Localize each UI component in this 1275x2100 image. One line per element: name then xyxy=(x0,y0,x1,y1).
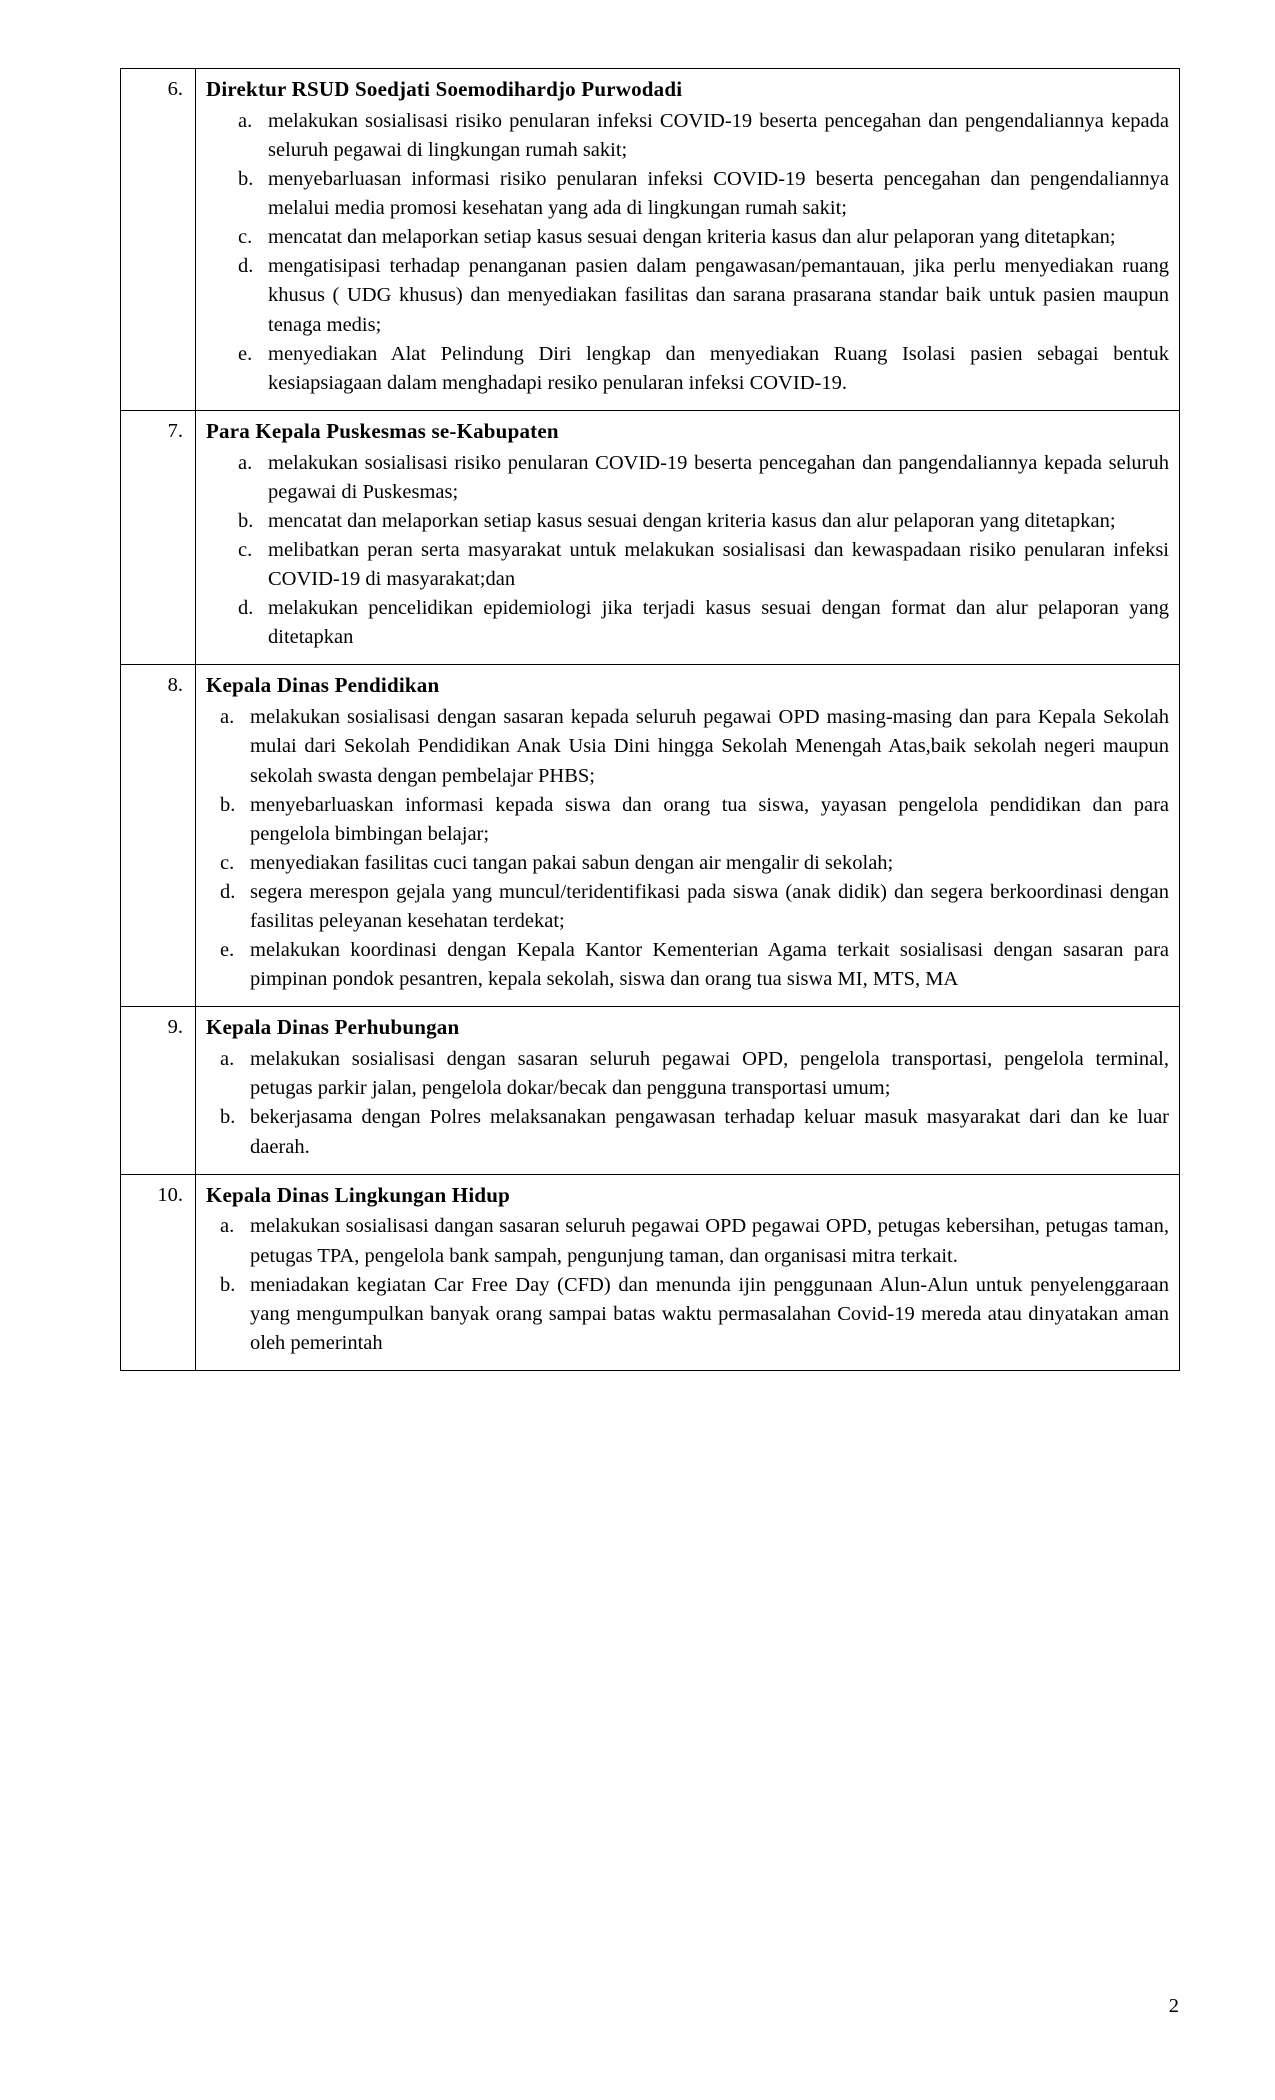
list-item-text: mencatat dan melaporkan setiap kasus sesuai dengan kriteria kasus dan alur pelaporan yang ditetapkan; xyxy=(268,226,1116,249)
section-title: Kepala Dinas Lingkungan Hidup xyxy=(206,1182,511,1207)
table-row xyxy=(121,1007,1180,1174)
list-item xyxy=(206,791,1169,849)
table-row xyxy=(121,665,1180,1007)
list-item-text: segera merespon gejala yang muncul/teridentifikasi pada siswa (anak didik) dan segera berkoordinasi dengan fasilitas peleyanan kesehatan terdekat; xyxy=(250,880,1169,933)
list-item-text: melakukan sosialisasi dengan sasaran kepada seluruh pegawai OPD masing-masing dan para Kepala Sekolah mulai dari Sekolah Pendidikan Anak Usia Dini hingga Sekolah Menengah Atas,baik sekolah negeri maupun sekolah swasta dengan pembelajar PHBS; xyxy=(250,706,1169,787)
sub-item-list xyxy=(206,107,1169,398)
row-content xyxy=(196,69,1180,411)
list-item xyxy=(206,340,1169,398)
list-item-text: melakukan koordinasi dengan Kepala Kantor Kementerian Agama terkait sosialisasi dengan sasaran para pimpinan pondok pesantren, kepala sekolah, siswa dan orang tua siswa MI, MTS, MA xyxy=(250,939,1169,991)
list-item xyxy=(206,594,1169,652)
list-item-marker: a. xyxy=(220,1048,235,1071)
list-item-text: bekerjasama dengan Polres melaksanakan pengawasan terhadap keluar masuk masyarakat dari dan ke luar daerah. xyxy=(250,1106,1169,1158)
row-number: 6. xyxy=(121,69,196,411)
row-number: 7. xyxy=(121,410,196,665)
sub-item-list xyxy=(206,703,1169,994)
list-item-marker: b. xyxy=(238,168,254,191)
list-item xyxy=(206,703,1169,790)
list-item xyxy=(206,507,1169,536)
list-item-marker: d. xyxy=(238,255,254,278)
responsibilities-table xyxy=(120,68,1180,1371)
list-item-text: melibatkan peran serta masyarakat untuk melakukan sosialisasi dan kewaspadaan risiko penularan infeksi COVID-19 di masyarakat;dan xyxy=(268,539,1169,591)
list-item-marker: c. xyxy=(220,851,235,874)
list-item-marker: e. xyxy=(220,939,235,962)
list-item-marker: d. xyxy=(220,880,236,903)
list-item-marker: b. xyxy=(238,509,254,532)
list-item xyxy=(206,223,1169,252)
list-item xyxy=(206,1103,1169,1161)
row-number: 8. xyxy=(121,665,196,1007)
list-item-marker: a. xyxy=(238,109,253,132)
list-item-marker: e. xyxy=(238,342,253,365)
list-item-marker: a. xyxy=(220,1215,235,1238)
list-item xyxy=(206,936,1169,994)
list-item-text: menyebarluaskan informasi kepada siswa dan orang tua siswa, yayasan pengelola pendidikan dan para pengelola bimbingan belajar; xyxy=(250,793,1169,845)
row-number: 10. xyxy=(121,1174,196,1370)
row-number: 9. xyxy=(121,1007,196,1174)
list-item xyxy=(206,1045,1169,1103)
section-title: Para Kepala Puskesmas se-Kabupaten xyxy=(206,418,559,443)
list-item-text: melakukan sosialisasi dangan sasaran seluruh pegawai OPD pegawai OPD, petugas kebersihan, petugas taman, petugas TPA, pengelola bank sampah, pengunjung taman, dan organisasi mitra terkait. xyxy=(250,1215,1169,1267)
sub-item-list xyxy=(206,1212,1169,1358)
sub-item-list xyxy=(206,449,1169,653)
row-content xyxy=(196,410,1180,665)
sub-item-list xyxy=(206,1045,1169,1161)
section-title: Direktur RSUD Soedjati Soemodihardjo Purwodadi xyxy=(206,77,683,101)
list-item-text: melakukan sosialisasi dengan sasaran seluruh pegawai OPD, pengelola transportasi, pengelola terminal, petugas parkir jalan, pengelola dokar/becak dan pengguna transportasi umum; xyxy=(250,1048,1169,1100)
list-item xyxy=(206,107,1169,165)
list-item-text: meniadakan kegiatan Car Free Day (CFD) dan menunda ijin penggunaan Alun-Alun untuk penyelenggaraan yang mengumpulkan banyak orang sampai batas waktu permasalahan Covid-19 mereda atau dinyatakan aman oleh pemerintah xyxy=(250,1273,1169,1354)
list-item xyxy=(206,1271,1169,1358)
list-item xyxy=(206,1212,1169,1270)
page-number: 2 xyxy=(1168,1995,1179,2017)
list-item-text: melakukan sosialisasi risiko penularan COVID-19 beserta pencegahan dan pangendaliannya kepada seluruh pegawai di Puskesmas; xyxy=(268,451,1169,503)
row-content xyxy=(196,665,1180,1007)
list-item-marker: b. xyxy=(220,1273,236,1296)
list-item-marker: a. xyxy=(238,451,253,474)
list-item xyxy=(206,849,1169,878)
list-item-marker: a. xyxy=(220,706,235,729)
row-content xyxy=(196,1174,1180,1370)
list-item xyxy=(206,878,1169,936)
list-item-text: mencatat dan melaporkan setiap kasus sesuai dengan kriteria kasus dan alur pelaporan yang ditetapkan; xyxy=(268,509,1116,532)
list-item-text: menyediakan Alat Pelindung Diri lengkap dan menyediakan Ruang Isolasi pasien sebagai bentuk kesiapsiagaan dalam menghadapi resiko penularan infeksi COVID-19. xyxy=(268,342,1169,394)
table-row xyxy=(121,69,1180,411)
list-item-marker: b. xyxy=(220,1106,236,1129)
list-item-marker: c. xyxy=(238,226,253,249)
list-item-marker: b. xyxy=(220,793,236,816)
section-title: Kepala Dinas Pendidikan xyxy=(206,673,440,698)
list-item-marker: d. xyxy=(238,597,254,620)
list-item-text: menyebarluasan informasi risiko penularan infeksi COVID-19 beserta pencegahan dan pengendaliannya melalui media promosi kesehatan yang ada di lingkungan rumah sakit; xyxy=(268,168,1169,220)
list-item-marker: c. xyxy=(238,539,253,562)
list-item-text: mengatisipasi terhadap penanganan pasien dalam pengawasan/pemantauan, jika perlu menyediakan ruang khusus ( UDG khusus) dan menyediakan fasilitas dan sarana prasarana standar baik untuk pasien maupun tenaga medis; xyxy=(268,255,1169,336)
list-item xyxy=(206,252,1169,339)
list-item-text: melakukan sosialisasi risiko penularan infeksi COVID-19 beserta pencegahan dan pengendaliannya kepada seluruh pegawai di lingkungan rumah sakit; xyxy=(268,109,1169,161)
table-row xyxy=(121,1174,1180,1370)
list-item-text: menyediakan fasilitas cuci tangan pakai sabun dengan air mengalir di sekolah; xyxy=(250,851,894,874)
list-item xyxy=(206,536,1169,594)
section-title: Kepala Dinas Perhubungan xyxy=(206,1015,460,1040)
list-item-text: melakukan pencelidikan epidemiologi jika terjadi kasus sesuai dengan format dan alur pelaporan yang ditetapkan xyxy=(268,597,1169,649)
row-content xyxy=(196,1007,1180,1174)
table-row xyxy=(121,410,1180,665)
list-item xyxy=(206,165,1169,223)
list-item xyxy=(206,449,1169,507)
